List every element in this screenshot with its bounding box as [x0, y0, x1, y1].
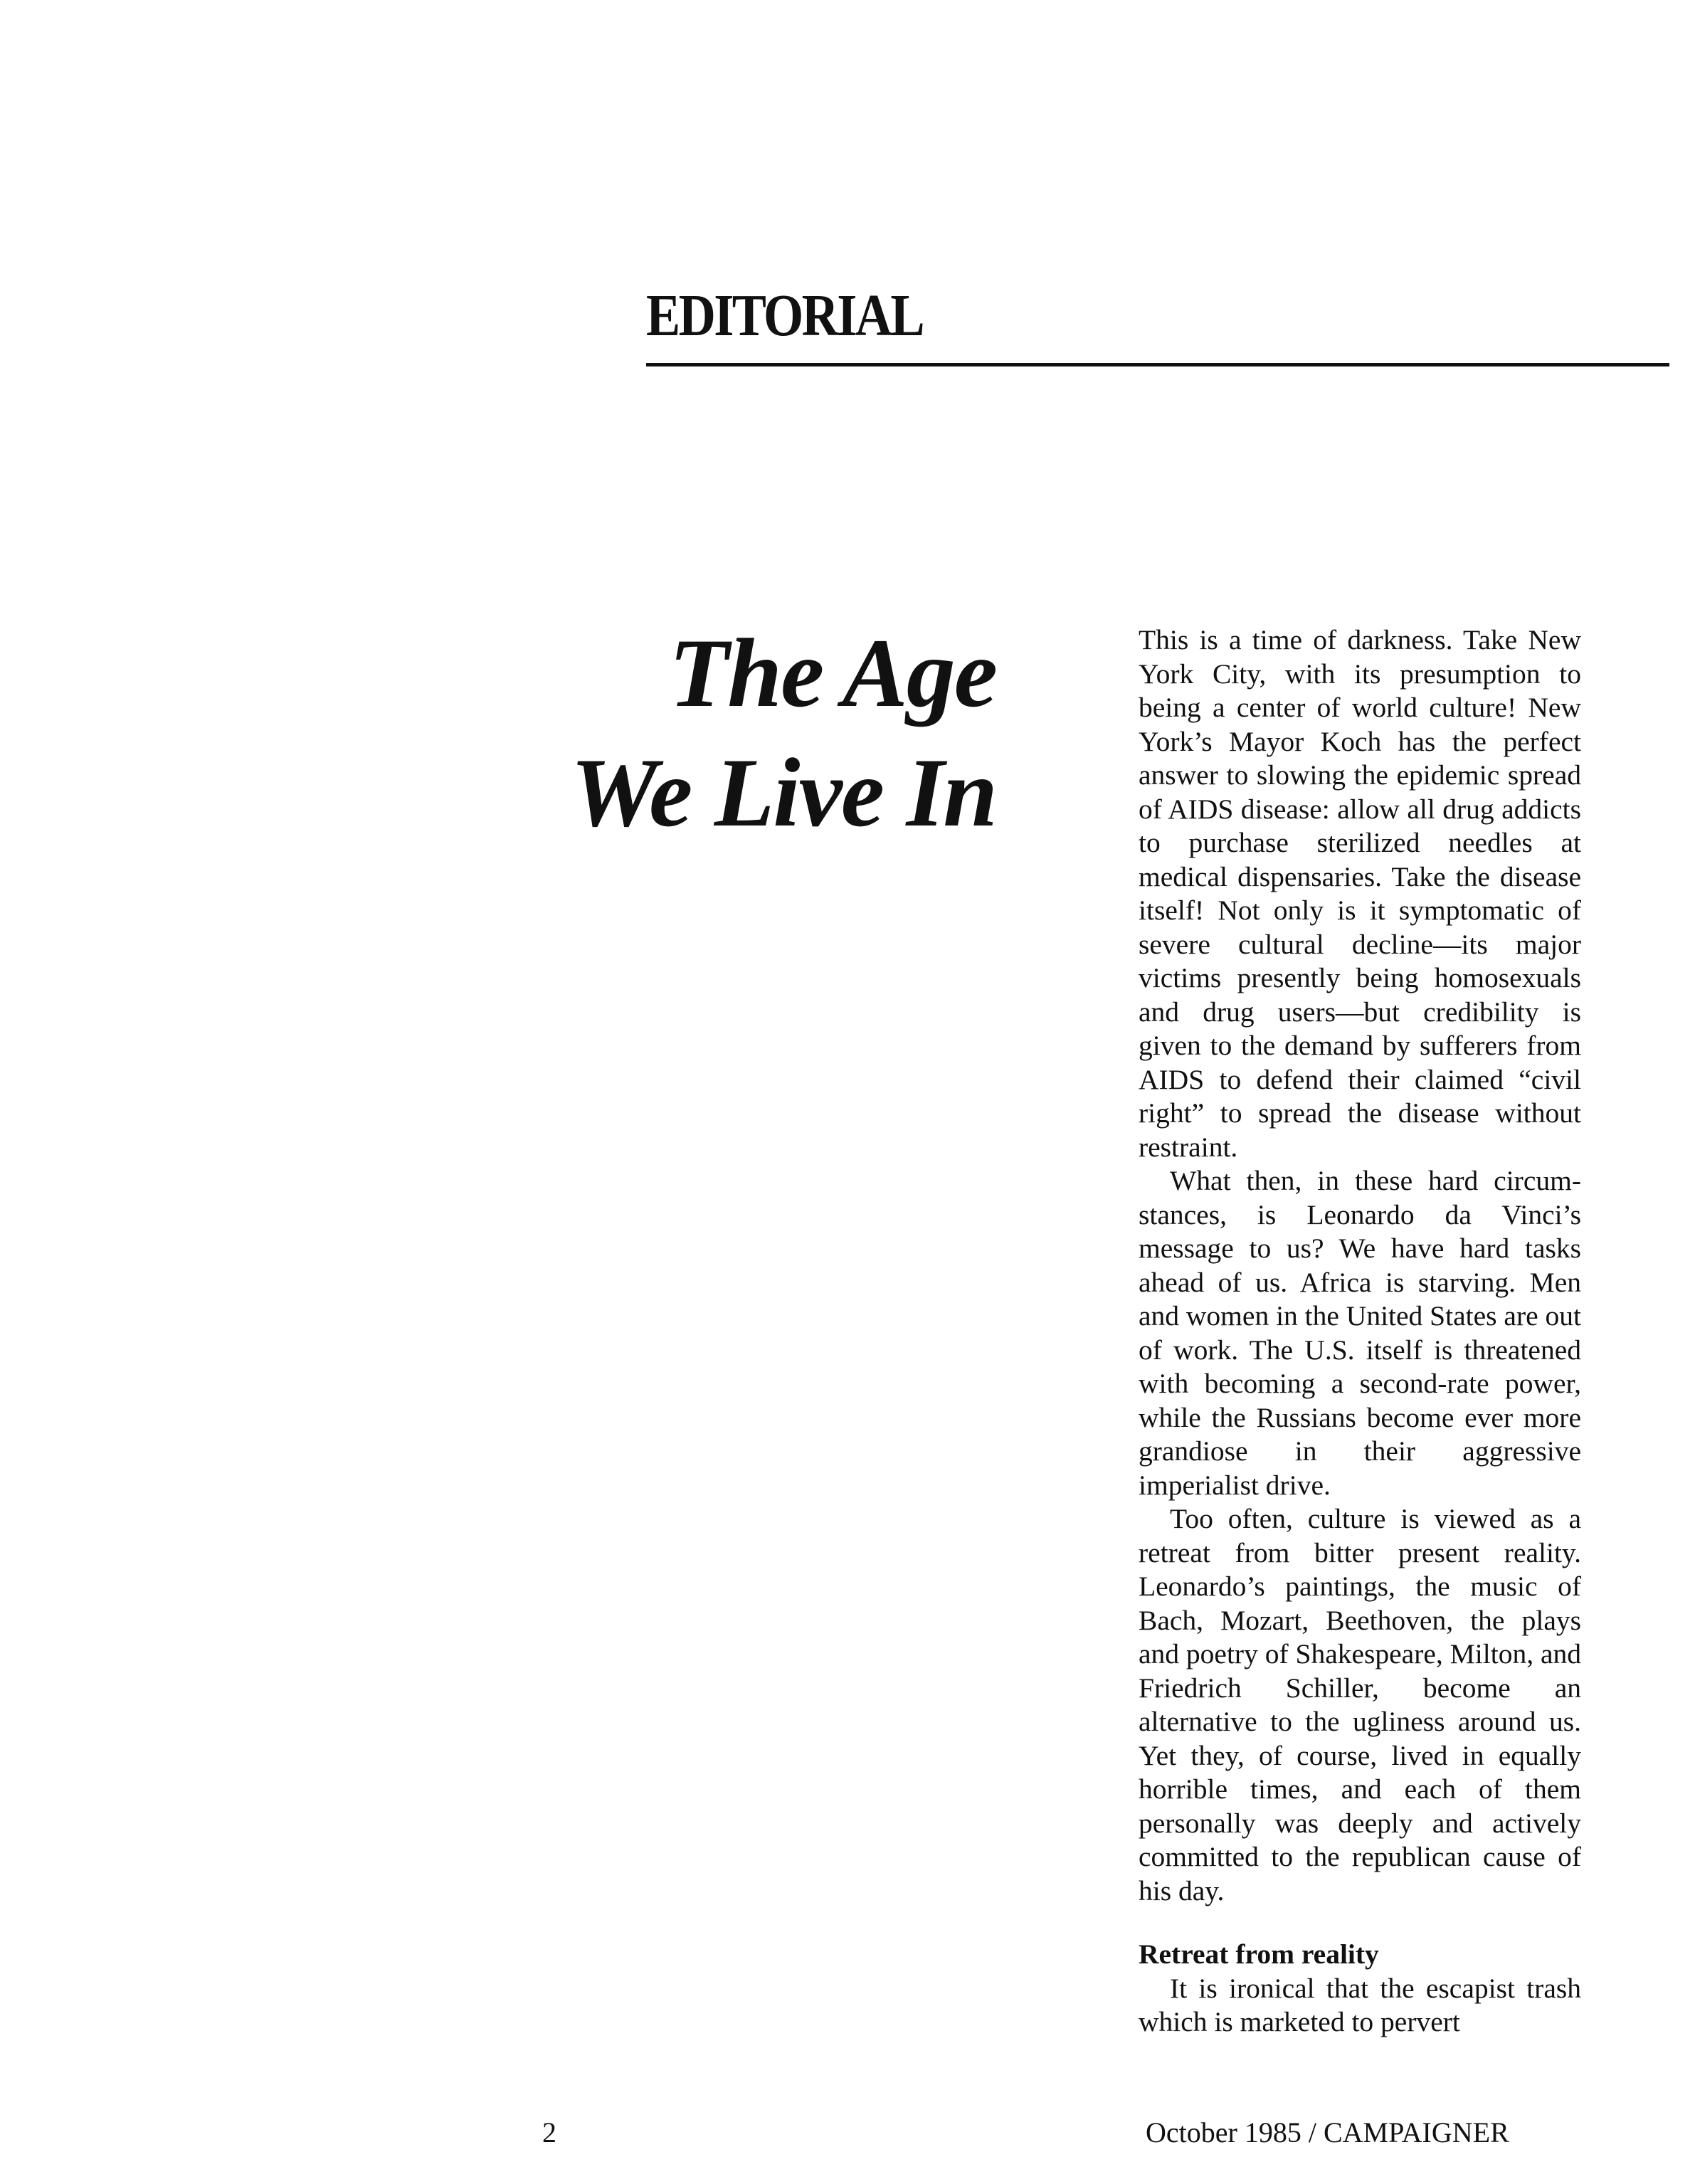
section-rule	[646, 363, 1669, 366]
article-paragraph: This is a time of darkness. Take New York City, with its presumption to being a center of world culture! New York’s Mayor Koch has the perfect answer to slowing the epidemic spread of AIDS disease: allow all drug addicts to purchase sterilized needles at medical dispensaries. Take the disease itself! Not only is it symptomatic of severe cultural decline—its major victims presently being homosexuals and drug users—but credibility is given to the demand by sufferers from AIDS to defend their claimed “civil right” to spread the disease without restraint.	[1139, 624, 1581, 1163]
section-label: EDITORIAL	[646, 283, 923, 349]
headline-line-2: We Live In	[570, 738, 996, 847]
article-paragraph: Too often, culture is viewed as a retreat from bitter present reality. Leonardo’s paintings, the music of Bach, Mozart, Beethoven, the plays and poetry of Shakespeare, Milton, and Friedrich Schiller, become an alternative to the ugliness around us. Yet they, of course, lived in equally horrible times, and each of them personally was deeply and actively committed to the republican cause of his day.	[1139, 1503, 1581, 1906]
article-subhead: Retreat from reality	[1139, 1938, 1379, 1970]
page-number: 2	[542, 2116, 556, 2148]
issue-credit: October 1985 / CAMPAIGNER	[1146, 2116, 1509, 2148]
headline	[571, 613, 996, 853]
headline-line-1: The Age	[669, 618, 996, 727]
article-paragraph: It is ironical that the escapist trash which is marketed to pervert	[1139, 1972, 1581, 2037]
article-body	[1139, 623, 1581, 2040]
article-paragraph: What then, in these hard circumstances, is Leonardo da Vinci’s message to us? We have hard tasks ahead of us. Africa is starving. Men and women in the United States are out of work. The U.S. itself is threatened with becoming a second-rate power, while the Russians become ever more grandiose in their aggressive imperialist drive.	[1139, 1165, 1581, 1501]
